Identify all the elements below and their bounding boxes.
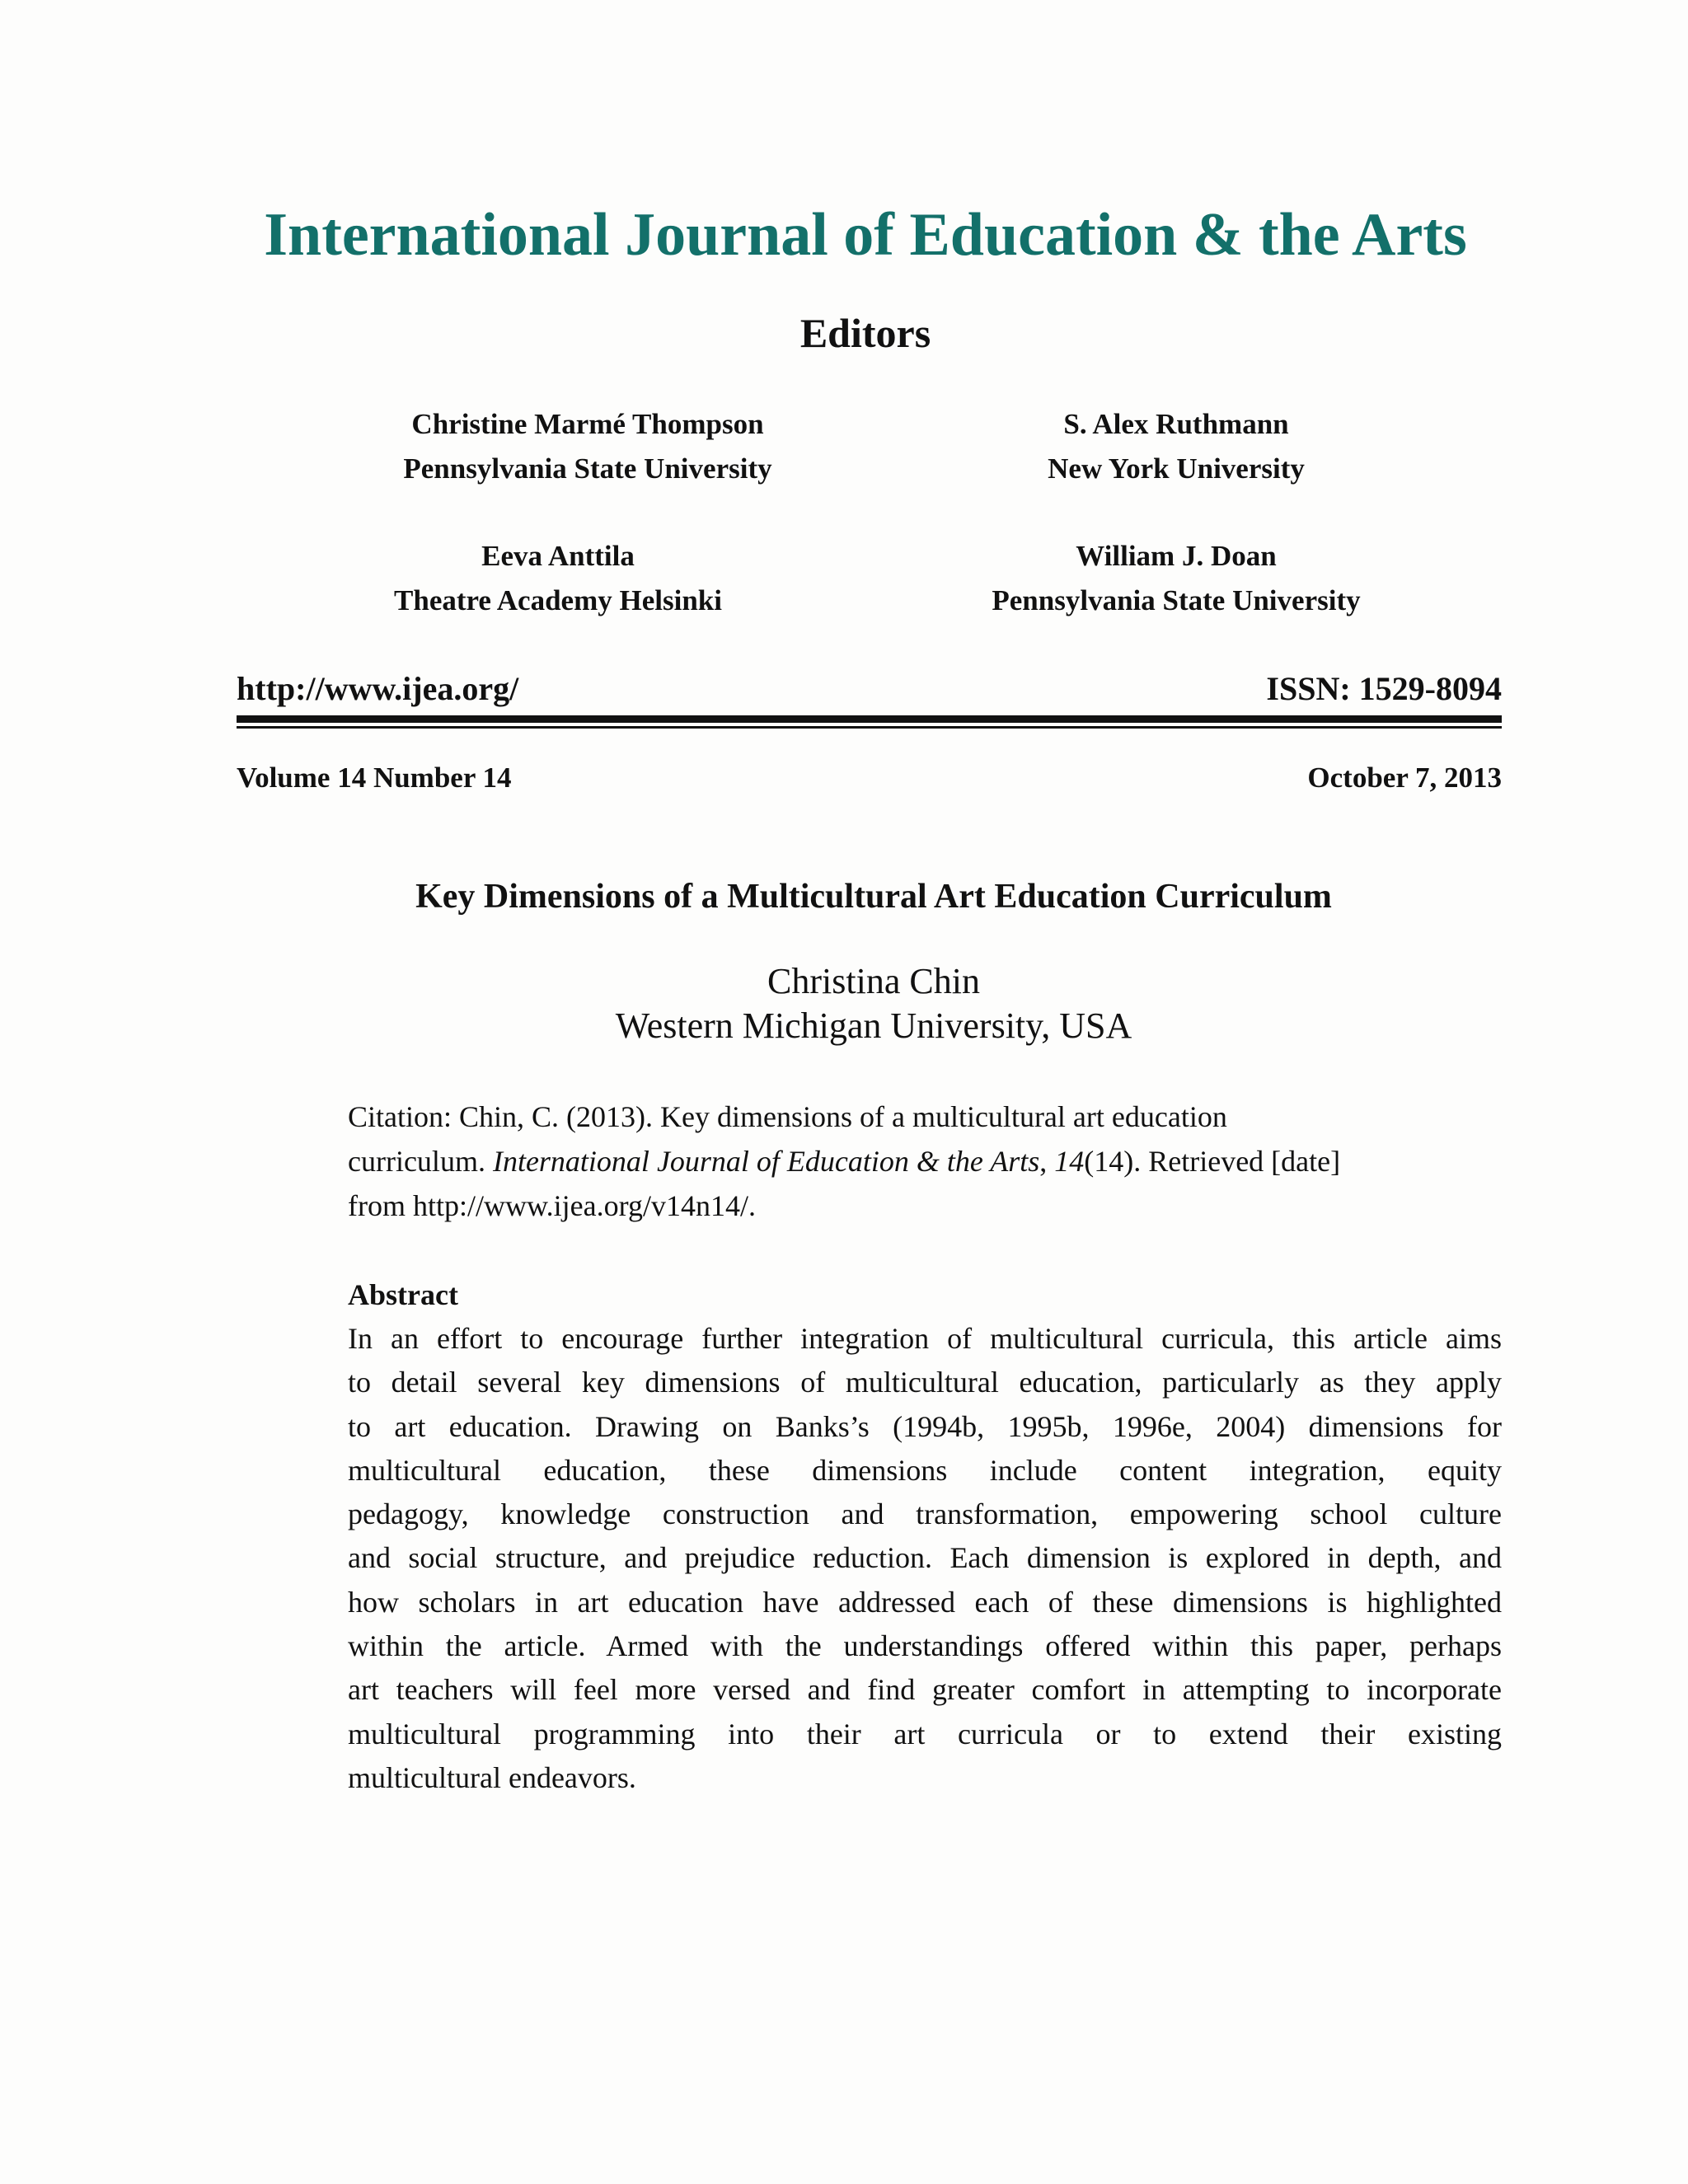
editor-entry: [299, 402, 876, 491]
citation-text: curriculum.: [348, 1145, 493, 1178]
abstract-line: within the article. Armed with the understandings offered within this paper, perhaps: [348, 1629, 1502, 1663]
abstract-line: pedagogy, knowledge construction and transformation, empowering school culture: [348, 1497, 1502, 1531]
editor-name: Christine Marmé Thompson: [411, 408, 764, 440]
citation-text: ,: [1039, 1145, 1055, 1178]
abstract-line: multicultural education, these dimensions include content integration, equity: [348, 1453, 1502, 1487]
author-name: Christina Chin: [767, 961, 980, 1001]
abstract-line: how scholars in art education have addressed each of these dimensions is highlighted: [348, 1585, 1502, 1619]
citation-line: from http://www.ijea.org/v14n14/.: [348, 1189, 756, 1222]
abstract-line: to art education. Drawing on Banks’s (1994b, 1995b, 1996e, 2004) dimensions for: [348, 1409, 1502, 1443]
author-affiliation: Western Michigan University, USA: [615, 1005, 1132, 1046]
article-title: Key Dimensions of a Multicultural Art Education Curriculum: [415, 878, 1332, 916]
abstract-line: multicultural programming into their art curricula or to extend their existing: [348, 1717, 1502, 1750]
editor-entry: [888, 534, 1465, 623]
editor-name: Eeva Anttila: [481, 540, 635, 572]
publication-date: October 7, 2013: [1307, 762, 1502, 794]
editor-name: William J. Doan: [1076, 540, 1277, 572]
abstract-heading: Abstract: [348, 1278, 458, 1311]
abstract-line: art teachers will feel more versed and find greater comfort in attempting to incorporate: [348, 1673, 1502, 1707]
editor-name: S. Alex Ruthmann: [1063, 408, 1289, 440]
masthead-rule-thin: [237, 726, 1502, 729]
citation-line: Citation: Chin, C. (2013). Key dimensions of a multicultural art education: [348, 1100, 1227, 1133]
issn: ISSN: 1529-8094: [1266, 670, 1502, 707]
editor-affiliation: New York University: [1048, 452, 1305, 485]
abstract-line: to detail several key dimensions of multicultural education, particularly as they apply: [348, 1366, 1502, 1399]
editor-entry: [888, 402, 1465, 491]
citation-volume: 14: [1054, 1145, 1085, 1178]
citation: [348, 1094, 1502, 1228]
citation-line: [348, 1139, 1502, 1183]
citation-journal-name: International Journal of Education & the Arts: [492, 1145, 1040, 1178]
abstract-line: In an effort to encourage further integration of multicultural curricula, this article aims: [348, 1322, 1502, 1355]
editor-affiliation: Pennsylvania State University: [403, 452, 772, 485]
editor-entry: [270, 534, 846, 623]
journal-title: International Journal of Education & the Arts: [264, 201, 1467, 269]
editors-heading: Editors: [799, 310, 931, 356]
abstract-body: [348, 1317, 1502, 1800]
abstract-line: multicultural endeavors.: [348, 1760, 636, 1794]
editor-affiliation: Pennsylvania State University: [992, 584, 1361, 616]
volume-number: Volume 14 Number 14: [237, 762, 512, 794]
author-block: [0, 959, 1688, 1048]
masthead-rule-thick: [237, 715, 1502, 723]
abstract-line: and social structure, and prejudice reduction. Each dimension is explored in depth, and: [348, 1541, 1502, 1575]
editor-affiliation: Theatre Academy Helsinki: [394, 584, 722, 616]
citation-text: (14). Retrieved [date]: [1084, 1145, 1341, 1178]
journal-url[interactable]: http://www.ijea.org/: [237, 670, 519, 707]
